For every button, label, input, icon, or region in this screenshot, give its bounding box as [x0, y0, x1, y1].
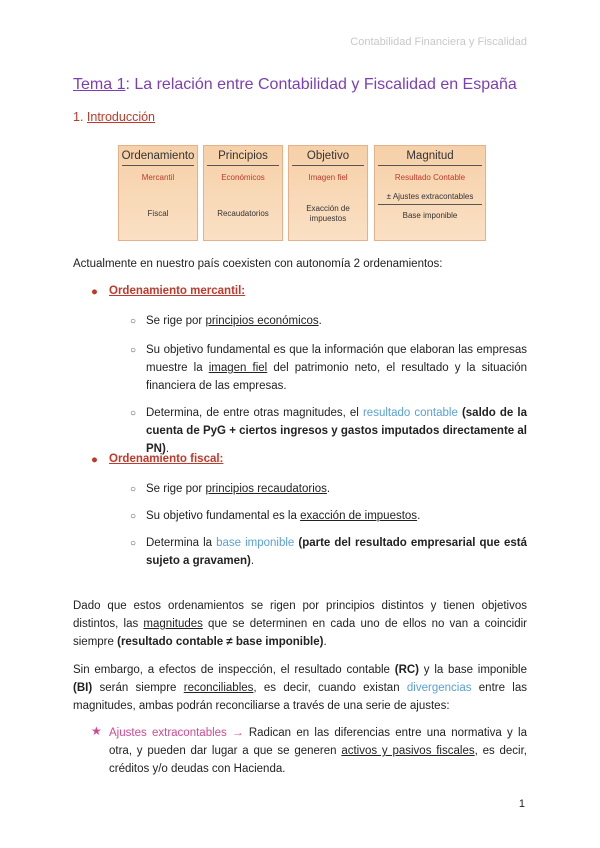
table-header: Magnitud: [406, 150, 454, 162]
table-header: Ordenamiento: [121, 150, 195, 162]
table-column-principios: [203, 145, 283, 241]
list-item: Se rige por principios económicos.: [146, 315, 322, 327]
divider: [378, 204, 482, 205]
circle-bullet-icon: ○: [130, 316, 137, 327]
divider: [292, 165, 364, 166]
table-column-ordenamiento: [118, 145, 198, 241]
table-cell: Recaudatorios: [217, 209, 269, 218]
list-item: Su objetivo fundamental es la exacción de impuestos.: [146, 510, 421, 522]
intro-paragraph: Actualmente en nuestro país coexisten con autonomía 2 ordenamientos:: [73, 258, 443, 270]
paragraph: Dado que estos ordenamientos se rigen por principios distintos y tienen objetivos distintos, las magnitudes que se determinen en cada uno de ellos no van a coincidir siempre (resultado contable ≠ base imponible).: [73, 600, 527, 648]
bullet-icon: ●: [91, 454, 98, 466]
section-heading: [73, 110, 155, 124]
table-cell: Económicos: [221, 173, 265, 182]
divider: [122, 165, 194, 166]
star-icon: ★: [91, 724, 102, 738]
circle-bullet-icon: ○: [130, 511, 137, 522]
circle-bullet-icon: ○: [130, 408, 137, 419]
section-number: 1.: [73, 110, 87, 124]
table-header: Objetivo: [306, 150, 350, 162]
list-item: Se rige por principios recaudatorios.: [146, 483, 331, 495]
table-cell: Imagen fiel: [308, 173, 348, 182]
bullet-icon: ●: [91, 286, 98, 298]
title-rest: : La relación entre Contabilidad y Fiscalidad en España: [125, 76, 517, 93]
list-item: Ajustes extracontables → Radican en las diferencias entre una normativa y la otra, y pueden dar lugar a que se generen activos y pasivos fiscales, es decir, créditos y/o deudas con Hacienda.: [109, 727, 527, 775]
table-header: Principios: [218, 150, 268, 162]
table-cell: ± Ajustes extracontables: [386, 192, 474, 201]
mercantil-heading: Ordenamiento mercantil:: [109, 285, 246, 297]
running-header: Contabilidad Financiera y Fiscalidad: [350, 36, 527, 48]
title-prefix: Tema 1: [73, 76, 126, 93]
divider: [378, 165, 482, 166]
list-item: Su objetivo fundamental es que la información que elaboran las empresas muestre la imagen fiel del patrimonio neto, el resultado y la situación financiera de las empresas.: [146, 344, 527, 392]
table-cell: Base imponible: [402, 211, 458, 220]
circle-bullet-icon: ○: [130, 484, 137, 495]
divider: [207, 165, 279, 166]
table-cell: Exacción de impuestos: [306, 204, 350, 223]
paragraph: Sin embargo, a efectos de inspección, el resultado contable (RC) y la base imponible (BI) serán siempre reconciliables, es decir, cuando existan divergencias entre las magnitudes, ambas podrán reconciliarse a través de una serie de ajustes:: [73, 664, 527, 712]
table-column-magnitud: [374, 145, 486, 241]
page-number: 1: [518, 798, 525, 810]
section-label: Introducción: [86, 110, 156, 124]
table-cell: Mercantil: [141, 173, 175, 182]
fiscal-heading: Ordenamiento fiscal:: [109, 453, 224, 465]
circle-bullet-icon: ○: [130, 538, 137, 549]
table-cell: Resultado Contable: [394, 173, 466, 182]
summary-table: [118, 145, 486, 241]
page-title: [73, 76, 517, 94]
circle-bullet-icon: ○: [130, 345, 137, 356]
list-item: Determina la base imponible (parte del resultado empresarial que está sujeto a gravamen).: [146, 537, 528, 567]
table-column-objetivo: [288, 145, 368, 241]
table-cell: Fiscal: [147, 209, 169, 218]
list-item: Determina, de entre otras magnitudes, el resultado contable (saldo de la cuenta de PyG + ciertos ingresos y gastos imputados directamente al PN).: [146, 407, 528, 455]
